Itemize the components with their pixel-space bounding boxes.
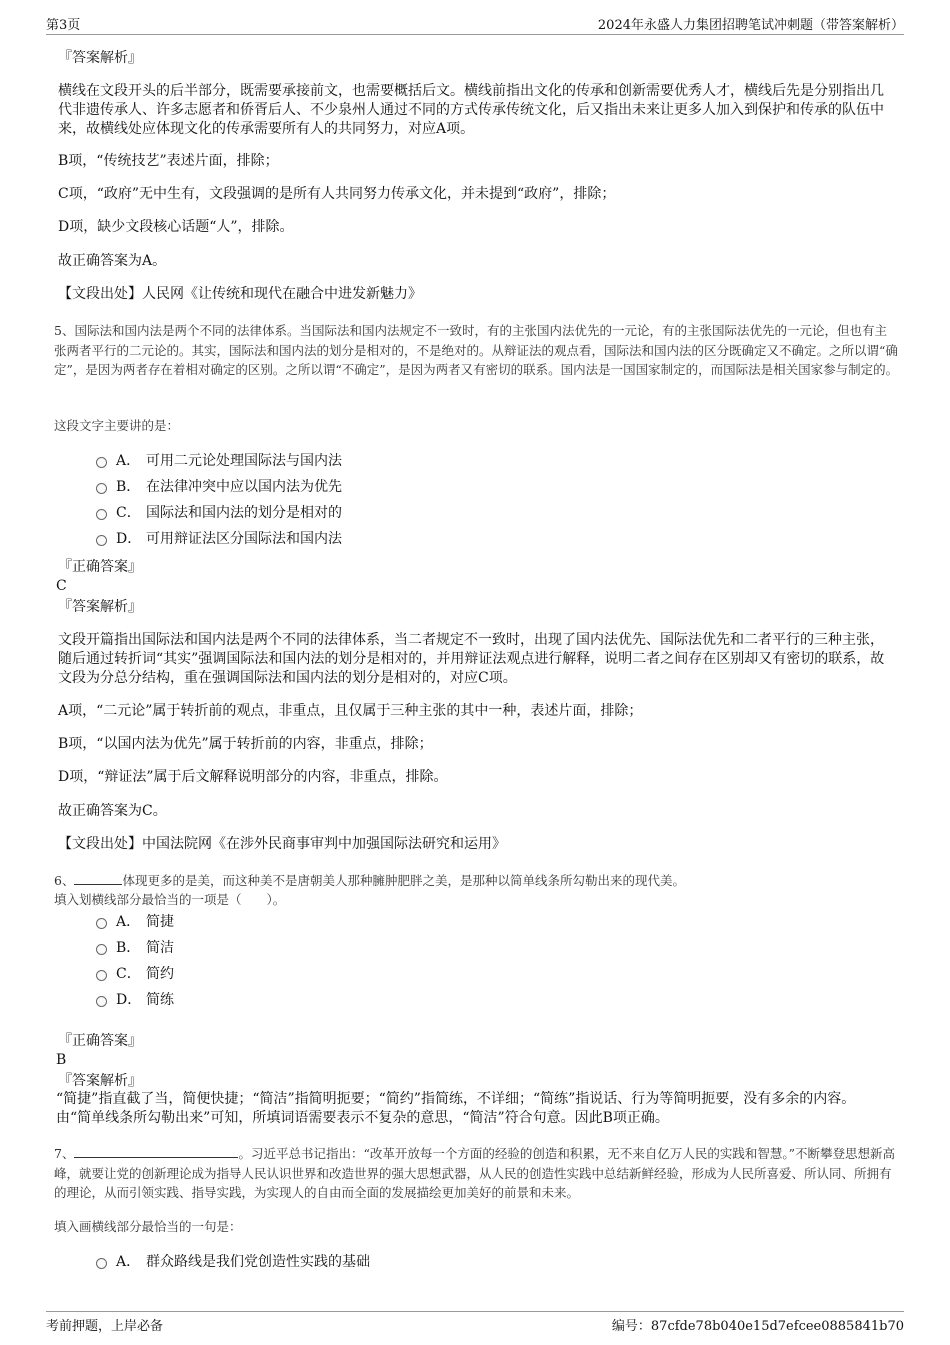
answer-blank [74, 1145, 238, 1158]
q5-answer: C [56, 578, 67, 594]
answer-blank [74, 872, 122, 885]
option-text: 简捷 [146, 914, 174, 930]
q4-source: 【文段出处】人民网《让传统和现代在融合中进发新魅力》 [58, 286, 422, 302]
option-text: 简约 [146, 966, 174, 982]
radio-icon[interactable] [96, 970, 107, 981]
radio-icon[interactable] [96, 996, 107, 1007]
q5-option-b[interactable] [96, 478, 342, 496]
q4-analysis-label: 『答案解析』 [58, 50, 142, 66]
option-letter: A． [116, 914, 141, 930]
q5-stem: 5、国际法和国内法是两个不同的法律体系。当国际法和国内法规定不一致时，有的主张国内法优先的一元论，有的主张国际法优先的一元论，但也有主张两者平行的二元论的。其实，国际法和国内法的划分是相对的，不是绝对的。从辩证法的观点看，国际法和国内法的区分既确定又不确定。之所以谓“确定”，是因为两者存在着相对确定的区别。之所以谓“不确定”，是因为两者又有密切的联系。国内法是一国国家制定的，而国际法是相关国家参与制定的。 [54, 323, 899, 377]
q5-analysis-a: A项，“二元论”属于转折前的观点，非重点，且仅属于三种主张的其中一种，表述片面，排除； [58, 703, 643, 719]
q7-prompt: 填入画横线部分最恰当的一句是： [54, 1219, 242, 1234]
q5-prompt: 这段文字主要讲的是： [54, 418, 180, 433]
q6-stem-text: 体现更多的是美，而这种美不是唐朝美人那种臃肿肥胖之美，是那种以简单线条所勾勒出来的现代美。 [122, 873, 685, 888]
option-text: 简练 [146, 992, 174, 1008]
radio-icon[interactable] [96, 457, 107, 468]
q7-stem [54, 1144, 899, 1203]
option-letter: B． [116, 940, 141, 956]
radio-icon[interactable] [96, 535, 107, 546]
q5-analysis-paragraph: 文段开篇指出国际法和国内法是两个不同的法律体系，当二者规定不一致时，出现了国内法优先、国际法优先和二者平行的三种主张，随后通过转折词“其实”强调国际法和国内法的划分是相对的，并用辩证法观点进行解释，说明二者之间存在区别却又有密切的联系，故文段为分总分结构，重在强调国际法和国内法的划分是相对的，对应C项。 [58, 632, 885, 686]
q5-analysis-d: D项，“辩证法”属于后文解释说明部分的内容，非重点，排除。 [58, 769, 448, 785]
option-text: 简洁 [146, 940, 174, 956]
option-letter: A． [116, 1254, 141, 1270]
footer-slogan: 考前押题，上岸必备 [46, 1319, 164, 1334]
q6-number: 6、 [54, 873, 75, 888]
q6-option-c[interactable] [96, 965, 174, 983]
q5-option-a[interactable] [96, 452, 342, 470]
page-header [46, 14, 904, 35]
document-title: 2024年永盛人力集团招聘笔试冲刺题（带答案解析） [597, 18, 904, 33]
q5-source: 【文段出处】中国法院网《在涉外民商事审判中加强国际法研究和运用》 [58, 836, 506, 852]
option-letter: A． [116, 453, 141, 469]
q6-analysis-label: 『答案解析』 [58, 1073, 142, 1089]
q6-option-b[interactable] [96, 939, 174, 957]
option-text: 在法律冲突中应以国内法为优先 [146, 479, 342, 495]
q6-analysis-paragraph: “简捷”指直截了当，简便快捷；“简洁”指简明扼要；“简约”指简练，不详细；“简练”指说话、行为等简明扼要，没有多余的内容。由“简单线条所勾勒出来”可知，所填词语需要表示不复杂的意思，“简洁”符合句意。因此B项正确。 [56, 1091, 856, 1126]
option-letter: D． [116, 992, 142, 1008]
option-letter: C． [116, 966, 141, 982]
option-text: 群众路线是我们党创造性实践的基础 [146, 1254, 370, 1270]
q5-answer-conclusion: 故正确答案为C。 [58, 803, 167, 819]
radio-icon[interactable] [96, 509, 107, 520]
radio-icon[interactable] [96, 918, 107, 929]
q4-answer-conclusion: 故正确答案为A。 [58, 253, 167, 269]
q5-option-d[interactable] [96, 530, 342, 548]
option-text: 可用辩证法区分国际法和国内法 [146, 531, 342, 547]
q5-answer-label: 『正确答案』 [58, 559, 142, 575]
option-letter: D． [116, 531, 142, 547]
q6-answer-label: 『正确答案』 [58, 1033, 142, 1049]
q7-stem-text: 。习近平总书记指出：“改革开放每一个方面的经验的创造和积累，无不来自亿万人民的实践和智慧。”不断攀登思想新高峰，就要让党的创新理论成为指导人民认识世界和改造世界的强大思想武器，从人民的创造性实践中总结新鲜经验，形成为人民所喜爱、所认同、所拥有的理论，从而引领实践、指导实践，为实现人的自由而全面的发展描绘更加美好的前景和未来。 [54, 1146, 895, 1200]
q4-analysis-c: C项，“政府”无中生有，文段强调的是所有人共同努力传承文化，并未提到“政府”，排除； [58, 186, 616, 202]
radio-icon[interactable] [96, 1258, 107, 1269]
radio-icon[interactable] [96, 944, 107, 955]
q6-option-d[interactable] [96, 991, 174, 1009]
option-letter: C． [116, 505, 141, 521]
option-text: 可用二元论处理国际法与国内法 [146, 453, 342, 469]
radio-icon[interactable] [96, 483, 107, 494]
q7-number: 7、 [54, 1146, 75, 1161]
option-text: 国际法和国内法的划分是相对的 [146, 505, 342, 521]
q6-answer: B [56, 1052, 67, 1068]
q6-option-a[interactable] [96, 913, 174, 931]
q5-option-c[interactable] [96, 504, 342, 522]
q5-analysis-b: B项，“以国内法为优先”属于转折前的内容，非重点，排除； [58, 736, 433, 752]
option-letter: B． [116, 479, 141, 495]
q4-analysis-paragraph: 横线在文段开头的后半部分，既需要承接前文，也需要概括后文。横线前指出文化的传承和创新需要优秀人才，横线后先是分别指出几代非遗传承人、许多志愿者和侨胥后人、不少泉州人通过不同的方式传承传统文化，后又指出未来让更多人加入到保护和传承的队伍中来，故横线处应体现文化的传承需要所有人的共同努力，对应A项。 [58, 83, 884, 137]
page-number: 第3页 [46, 18, 81, 33]
q4-analysis-b: B项，“传统技艺”表述片面，排除； [58, 153, 279, 169]
page-footer [46, 1311, 904, 1334]
q6-stem [54, 871, 899, 891]
q6-prompt: 填入划横线部分最恰当的一项是（ ）。 [54, 892, 286, 907]
q4-analysis-d: D项，缺少文段核心话题“人”，排除。 [58, 219, 294, 235]
q5-analysis-label: 『答案解析』 [58, 599, 142, 615]
q7-option-a[interactable] [96, 1253, 370, 1271]
document-id: 编号：87cfde78b040e15d7efcee0885841b70 [611, 1319, 904, 1334]
